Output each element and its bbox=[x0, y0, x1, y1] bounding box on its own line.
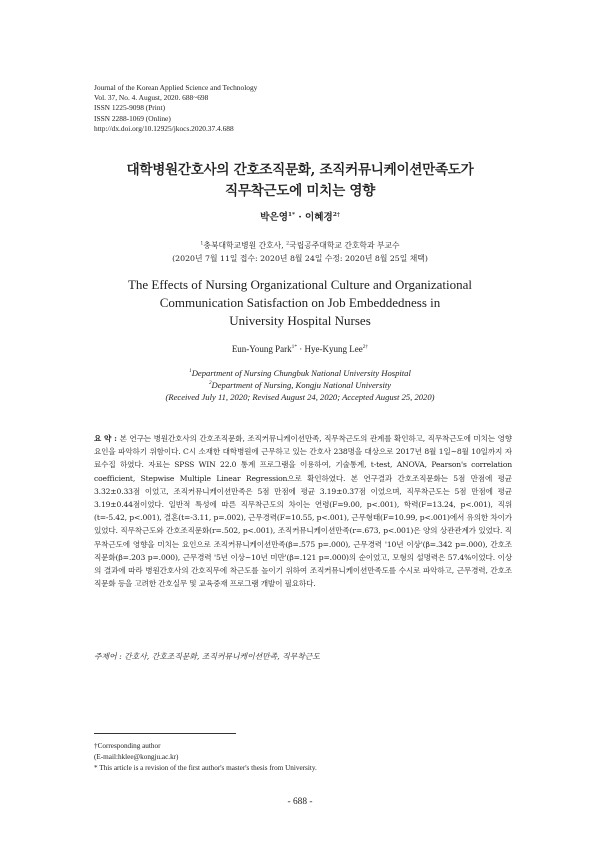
page-number: - 688 - bbox=[287, 797, 313, 807]
korean-author2-sup: 2† bbox=[332, 211, 340, 218]
korean-aff1-num: 1 bbox=[200, 241, 204, 247]
korean-title-line2: 직무착근도에 미치는 영향 bbox=[224, 183, 375, 199]
korean-author1-sup: 1* bbox=[287, 211, 295, 218]
english-dates: (Received July 11, 2020; Revised August 24, 2020; Accepted August 25, 2020) bbox=[165, 392, 435, 402]
korean-authors bbox=[0, 209, 600, 223]
korean-aff1: 충북대학교병원 간호사, bbox=[203, 241, 287, 250]
journal-issn-online: ISSN 2288-1069 (Online) bbox=[94, 113, 171, 123]
english-author2-sup: 2† bbox=[362, 344, 369, 350]
keywords: 주제어 : 간호사, 간호조직문화, 조직커뮤니케이션만족, 직무착근도 bbox=[94, 652, 320, 661]
english-author1-sup: 1* bbox=[291, 344, 298, 350]
korean-author-separator: · bbox=[294, 212, 306, 223]
english-aff1-line bbox=[0, 367, 600, 379]
korean-title bbox=[0, 160, 600, 202]
korean-title-line1: 대학병원간호사의 간호조직문화, 조직커뮤니케이션만족도가 bbox=[126, 162, 474, 178]
footnote-corresponding: †Corresponding author bbox=[94, 742, 161, 750]
english-author-separator: · bbox=[297, 344, 305, 354]
footnote-divider bbox=[94, 733, 236, 734]
korean-aff2-num: 2 bbox=[286, 241, 290, 247]
abstract bbox=[94, 432, 512, 590]
english-authors bbox=[0, 344, 600, 354]
abstract-text: 본 연구는 병원간호사의 간호조직문화, 조직커뮤니케이션만족, 직무착근도의 관계를 확인하고, 직무착근도에 미치는 영향요인을 파악하기 위함이다. C시 소재한 대학병원에 근무하고 있는 간호사 238명을 대상으로 2017년 8월 1일~8월 10일까지 자료수집 하였다. 자료는 SPSS WIN 22.0 통계 프로그램을 이용하여, 기술통계, t-test, ANOVA, Pearson's correlation coefficient, Stepwise Multiple Linear Regression으로 확인하였다. 본 연구결과 간호조직문화는 5점 만점에 평균 3.32±0.33점 이었고, 조직커뮤니케이션만족은 5점 만점에 평균 3.19±0.37점 이었으며, 직무착근도는 5점 만점에 평균 3.19±0.44점이었다. 일반적 특성에 따른 직무착근도의 차이는 연령(F=9.00, p<.001), 학력(F=13.24, p<.001), 직위(t=-5.42, p<.001), 결혼(t=-3.11, p=.002), 근무경력(F=10.55, p<.001), 근무형태(F=10.99, p<.001)에서 유의한 차이가 있었다. 직무착근도와 간호조직문화(r=.502, p<.001), 조직커뮤니케이션만족(r=.673, p<.001)은 양의 상관관계가 있었다. 직무착근도에 영향을 미치는 요인으로 조직커뮤니케이션만족(β=.575 p=.000), 근무경력 '10년 이상'(β=.342 p=.000), 간호조직문화(β=.203 p=.000), 근무경력 '5년 이상~10년 미만'(β=.121 p=.000)의 순이었고, 모형의 설명력은 57.4%이었다. 이상의 결과에 따라 병원간호사의 간호직무에 착근도를 높이기 위하여 조직커뮤니케이션만족도를 수시로 파악하고, 근무경력, 간호조직문화 등을 고려한 간호실무 및 교육중재 프로그램 개발이 필요하다. bbox=[94, 434, 512, 589]
korean-affiliations bbox=[0, 239, 600, 265]
english-title bbox=[0, 276, 600, 330]
english-author1: Eun-Young Park bbox=[231, 344, 292, 354]
english-aff2-line bbox=[0, 379, 600, 391]
english-aff1-num: 1 bbox=[189, 368, 192, 375]
abstract-lead: 요 약 : bbox=[94, 434, 120, 443]
english-aff1: Department of Nursing Chungbuk National University Hospital bbox=[191, 368, 411, 378]
footnote-note: * This article is a revision of the first author's master's thesis from University. bbox=[94, 764, 317, 773]
korean-aff2: 국립공주대학교 간호학과 부교수 bbox=[289, 241, 400, 250]
korean-dates: (2020년 7월 11일 접수: 2020년 8월 24일 수정: 2020년 8월 25일 채택) bbox=[172, 254, 428, 263]
english-aff2-num: 2 bbox=[208, 380, 212, 387]
english-title-line1: The Effects of Nursing Organizational Culture and Organizational bbox=[127, 277, 473, 292]
english-title-line2: Communication Satisfaction on Job Embeddedness in bbox=[159, 295, 441, 310]
journal-issn-print: ISSN 1225-9098 (Print) bbox=[94, 103, 166, 113]
english-author2: Hye-Kyung Lee bbox=[304, 344, 363, 354]
english-title-line3: University Hospital Nurses bbox=[229, 313, 371, 328]
journal-name: Journal of the Korean Applied Science and Technology bbox=[94, 83, 258, 92]
journal-doi[interactable]: http://dx.doi.org/10.12925/jkocs.2020.37.4.688 bbox=[94, 123, 234, 133]
footnotes bbox=[94, 741, 514, 775]
korean-author1: 박은영 bbox=[260, 212, 288, 223]
korean-author2: 이혜경 bbox=[305, 212, 333, 223]
korean-affiliation-line bbox=[0, 239, 600, 252]
english-aff2: Department of Nursing, Kongju National University bbox=[211, 380, 392, 390]
journal-volume: Vol. 37, No. 4. August, 2020. 688~698 bbox=[94, 93, 209, 103]
footnote-email[interactable]: (E-mail:hklee@kongju.ac.kr) bbox=[94, 753, 179, 762]
journal-info bbox=[94, 83, 257, 134]
english-affiliations bbox=[0, 367, 600, 403]
